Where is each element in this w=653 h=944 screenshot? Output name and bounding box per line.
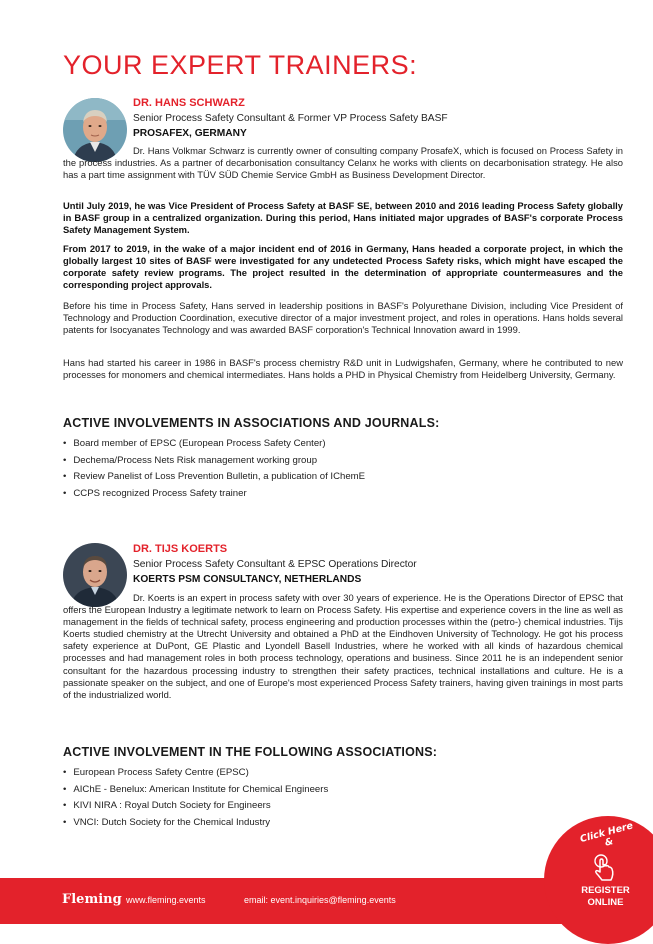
- trainer-bio-intro: Dr. Hans Volkmar Schwarz is currently owner of consulting company ProsafeX, which is focused on Process Safety in the process industries. As a partner of decarbonisation consultancy Celanx he works with clients on decarbonisation strategy. He also has a part time assignment with TÜV SÜD Chemie Service GmbH as Business Development Director.: [63, 145, 623, 181]
- involvements-heading: ACTIVE INVOLVEMENT IN THE FOLLOWING ASSOCIATIONS:: [63, 745, 438, 759]
- trainer-bio-paragraph: From 2017 to 2019, in the wake of a major incident end of 2016 in Germany, Hans headed a corporate project, in which the globally largest 10 sites of BASF were investigated for any undetected Process Safety risks, which might have escaped the corporate safety review programs. The project resulted in the determination of appropriate countermeasures and the corresponding project approvals.: [63, 243, 623, 291]
- trainer-header-hans-schwarz: [133, 96, 448, 141]
- click-here-label[interactable]: Click Here &: [578, 820, 635, 849]
- page-title: YOUR EXPERT TRAINERS:: [63, 50, 418, 80]
- website-link[interactable]: www.fleming.events: [126, 895, 206, 905]
- trainer-bio-paragraph: Until July 2019, he was Vice President of Process Safety at BASF SE, between 2010 and 2016 leading Process Safety globally in BASF group in a centralized organization. During this period, Hans initiated major upgrades of BASF's corporate Process Safety Management System.: [63, 200, 623, 236]
- trainer-bio: Dr. Koerts is an expert in process safety with over 30 years of experience. He is the Operations Director of EPSC that offers the European Industry a legitimate network to learn on Process Safety. His expertise and experience covers in the line as well as management in the fields of technical safety, process engineering and production processes within the (petro-) chemical industries. Tijs Koerts studied chemistry at the Utrecht University and obtained a PhD at the Eindhoven University of Technology. He got his process safety experience at DuPont, GE Plastic and Lyondell Basell Industries, where he worked with all kinds of hazardous chemical processes and had management roles in both process technology, operations and business. Since 2011 he is an independent senior consultant for the hazardous processing industry to strengthen their safety practices, technical installations and culture. He is a passionate speaker on the subject, and one of Europe's most experienced Process Safety trainers, having given trainings in most parts of the industrialized world.: [63, 592, 623, 700]
- involvements-list: [63, 765, 328, 831]
- list-item: • AIChE - Benelux: American Institute for Chemical Engineers: [63, 782, 328, 799]
- list-item: • VNCI: Dutch Society for the Chemical Industry: [63, 815, 328, 832]
- trainer-name: DR. HANS SCHWARZ: [133, 97, 245, 109]
- email-link[interactable]: email: event.inquiries@fleming.events: [244, 895, 396, 905]
- trainer-role: Senior Process Safety Consultant & EPSC Operations Director: [133, 559, 417, 570]
- list-item: • Board member of EPSC (European Process Safety Center): [63, 436, 365, 453]
- trainer-name: DR. TIJS KOERTS: [133, 543, 228, 555]
- involvements-list: [63, 436, 365, 502]
- involvements-heading: ACTIVE INVOLVEMENTS IN ASSOCIATIONS AND JOURNALS:: [63, 416, 440, 430]
- list-item: • CCPS recognized Process Safety trainer: [63, 486, 365, 503]
- trainer-company: KOERTS PSM CONSULTANCY, NETHERLANDS: [133, 574, 362, 585]
- trainer-role: Senior Process Safety Consultant & Former VP Process Safety BASF: [133, 113, 448, 124]
- list-item: • Review Panelist of Loss Prevention Bulletin, a publication of IChemE: [63, 469, 365, 486]
- trainer-company: PROSAFEX, GERMANY: [133, 128, 247, 139]
- list-item: • European Process Safety Centre (EPSC): [63, 765, 328, 782]
- list-item: • Dechema/Process Nets Risk management working group: [63, 453, 365, 470]
- trainer-bio-paragraph: Hans had started his career in 1986 in BASF's process chemistry R&D unit in Ludwigshafen, Germany, where he contributed to new processes for monomers and chemical intermediates. Hans holds a PHD in Physical Chemistry from Heidelberg University, Germany.: [63, 357, 623, 381]
- list-item: • KIVI NIRA : Royal Dutch Society for Engineers: [63, 798, 328, 815]
- hand-pointer-icon[interactable]: [588, 852, 618, 882]
- fleming-logo: Fleming: [62, 892, 122, 907]
- trainer-header-tijs-koerts: [133, 542, 417, 587]
- trainer-bio-paragraph: Before his time in Process Safety, Hans served in leadership positions in BASF's Polyurethane Division, including Vice President of Technology and Production Coordination, executive director of a major investment project, and roles in operations. Hans holds several patents for Isocyanates Technology and was awarded BASF corporation's Technical Innovation award in 1999.: [63, 300, 623, 336]
- register-online-label[interactable]: [568, 885, 643, 909]
- online-label[interactable]: ONLINE: [587, 897, 624, 908]
- register-label[interactable]: REGISTER: [581, 885, 630, 896]
